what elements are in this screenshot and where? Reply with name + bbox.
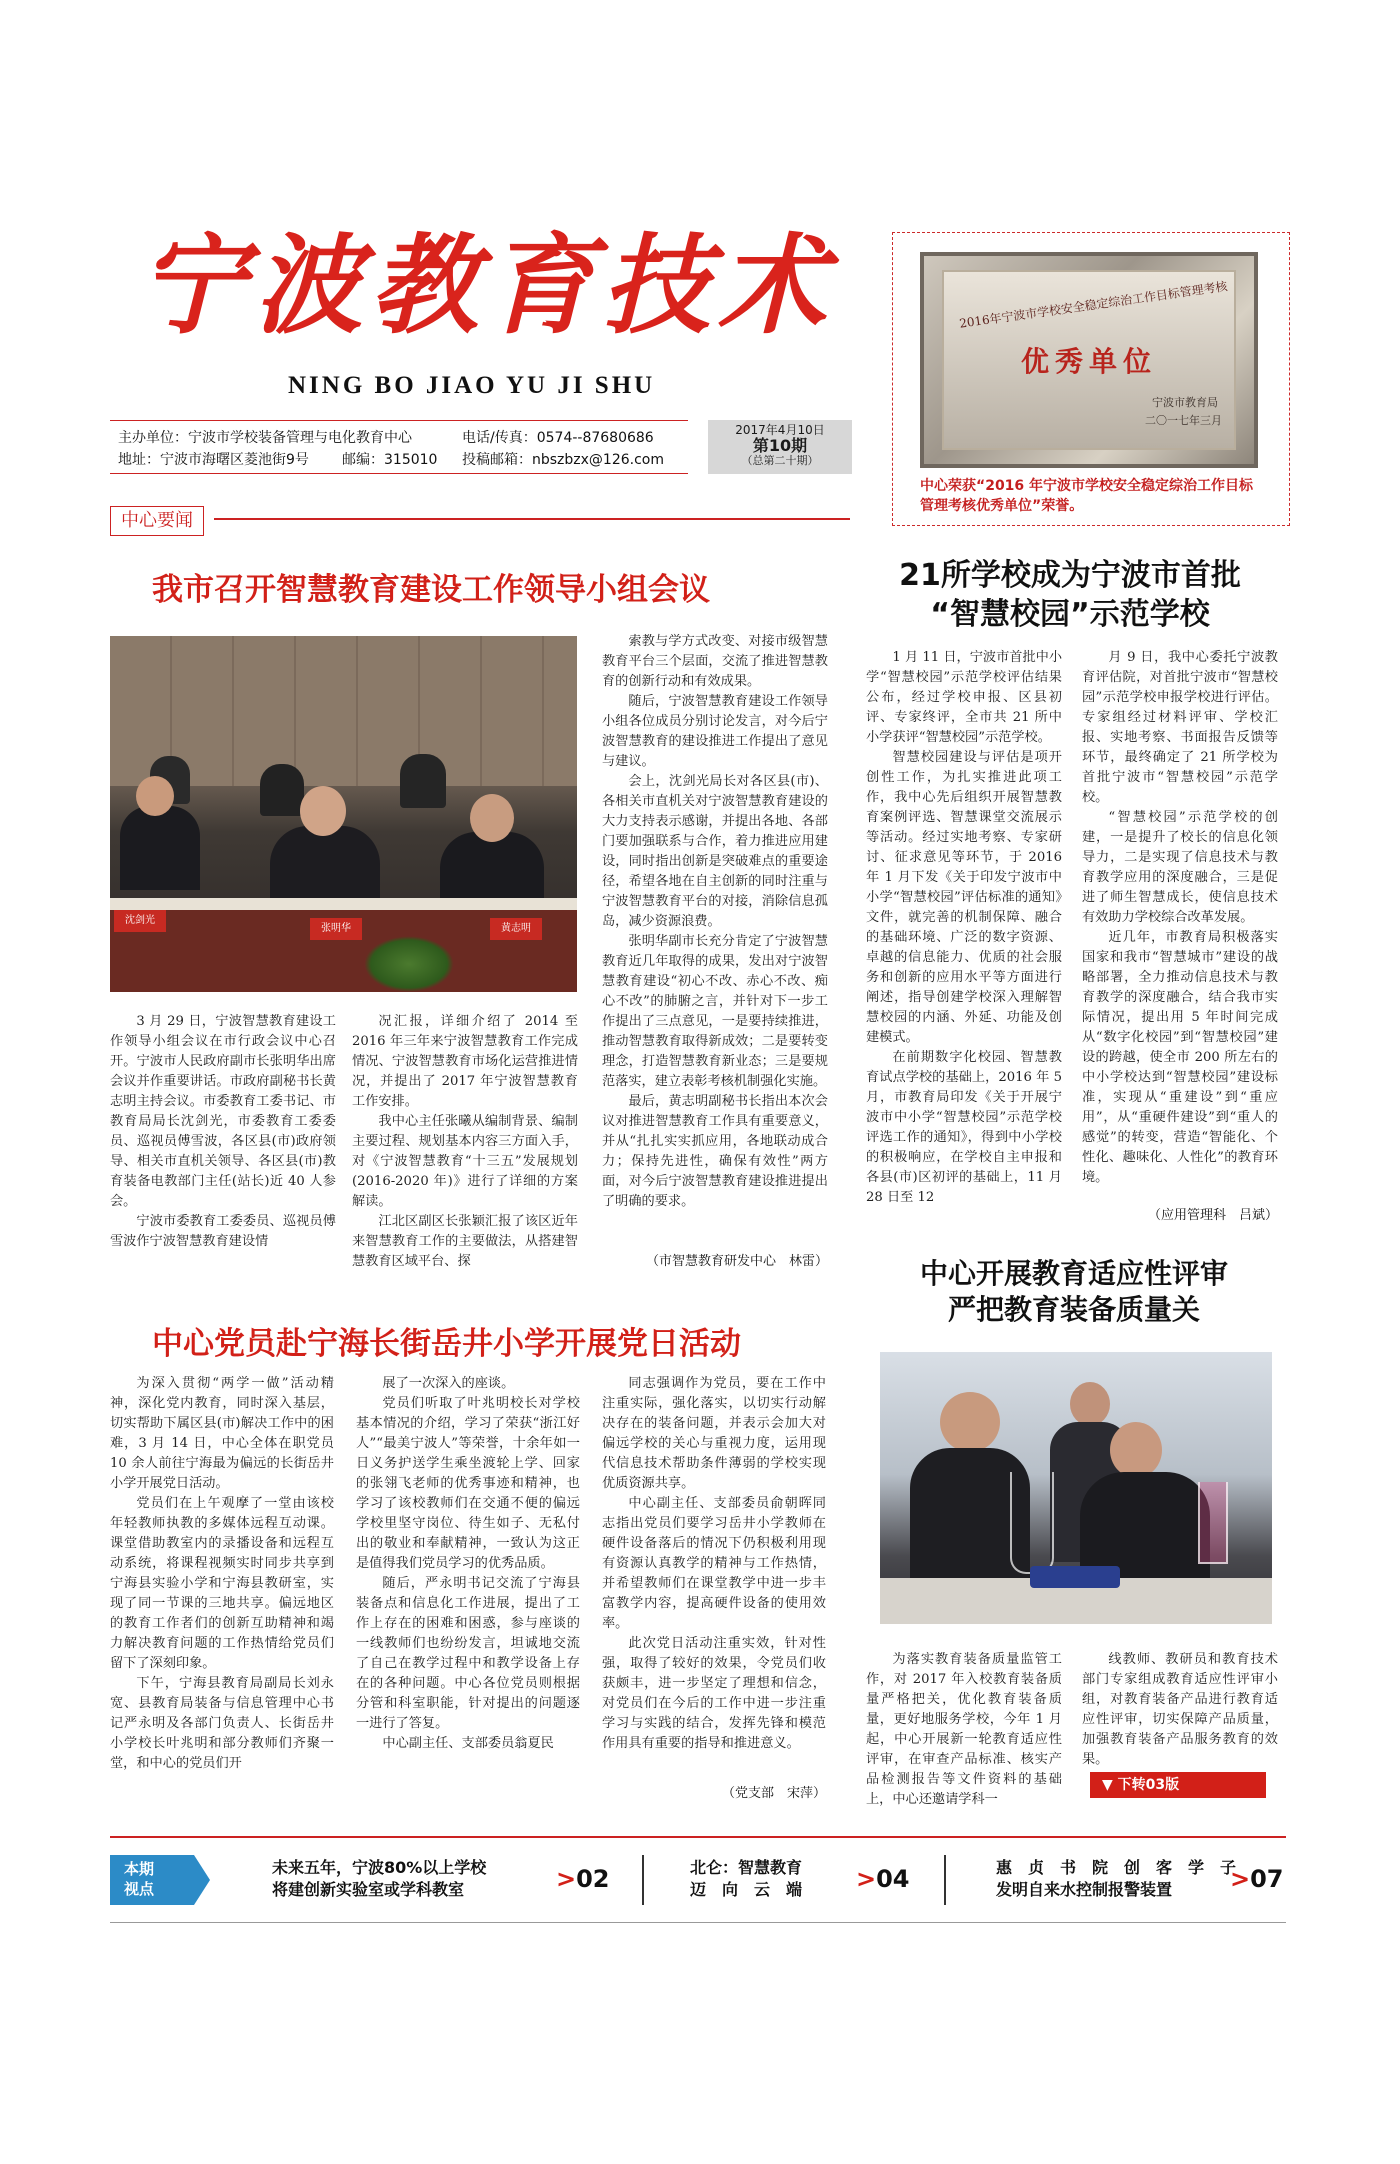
article1-col2: 况汇报，详细介绍了 2014 至 2016 年三年来宁波智慧教育工作完成情况、宁波智慧教育市场化运营推进情况，并提出了 2017 年宁波智慧教育工作安排。 我中心主任张曦从编制背景、编制主要过程、规划基本内容三方面入手，对《宁波智慧教育“十三五”发展规划(2016-2020 年)》进行了详细的方案解读。 江北区副区长张颖汇报了该区近年来智慧教育工作的主要做法，从搭建智慧教育区域平台、探: [352, 1014, 578, 1269]
article2-col2: 月 9 日，我中心委托宁波教育评估院，对首批宁波市“智慧校园”示范学校申报学校进行评估。专家组经过材料评审、学校汇报、实地考察、书面报告反馈等环节，最终确定了 21 所学校为首批宁波市“智慧校园”示范学校。 “智慧校园”示范学校的创建，一是提升了校长的信息化领导力，二是实现了信息技术与教育教学应用的深度融合，三是促进了师生智慧成长，使信息技术有效助力学校综合改革发展。 近几年，市教育局积极落实国家和我市“智慧城市”建设的战略部署，全力推动信息技术与教育教学的深度融合，结合我市实际情况，提出用 5 年时间完成从“数字化校园”到“智慧校园”建设的跨越，使全市 200 所左右的中小学校达到“智慧校园”建设标准，实现从“重建设”到“重应用”，从“重硬件建设”到“重人的感觉”的转变，营造“智能化、个性化、趣味化、人性化”的教育环境。: [1082, 650, 1278, 1185]
host-unit: 主办单位：宁波市学校装备管理与电化教育中心: [118, 430, 412, 446]
teaser-2-page[interactable]: >04: [856, 1865, 910, 1893]
article3-col1: 为深入贯彻“两学一做”活动精神，深化党内教育，同时深入基层，切实帮助下属区县(市)解决工作中的困难，3 月 14 日，中心全体在职党员 10 余人前往宁海最为偏远的长街岳井小学开展党日活动。 党员们在上午观摩了一堂由该校年轻教师执教的多媒体远程互动课。课堂借助教室内的录播设备和远程互动系统，将课程视频实时同步共享到宁海县实验小学和宁海县教研室，实现了同一节课的三地共享。偏远地区的教育工作者们的创新互助精神和竭力解决教育问题的工作热情给党员们留下了深刻印象。 下午，宁海县教育局副局长刘永宽、县教育局装备与信息管理中心书记严永明及各部门负责人、长街岳井小学校长叶兆明和部分教师们齐聚一堂，和中心的党员们开: [110, 1376, 334, 1771]
article4-col1: 为落实教育装备质量监管工作，对 2017 年入校教育装备质量严格把关，优化教育装备质量，更好地服务学校，今年 1 月起，中心开展新一轮教育适应性评审，在审查产品标准、核实产品检测报告等文件资料的基础上，中心还邀请学科一: [866, 1652, 1062, 1807]
award-plaque-photo: [920, 252, 1258, 468]
issue-date: 2017年4月10日: [735, 423, 825, 437]
article2-headline: 21所学校成为宁波市首批 “智慧校园”示范学校: [899, 558, 1241, 632]
masthead-title: 宁波教育技术: [138, 223, 835, 349]
article3-headline: 中心党员赴宁海长街岳井小学开展党日活动: [152, 1326, 741, 1362]
article2-col1: 1 月 11 日，宁波市首批中小学“智慧校园”示范学校评估结果公布，经过学校申报、区县初评、专家终评，全市共 21 所中小学获评“智慧校园”示范学校。 智慧校园建设与评估是项开创性工作，为扎实推进此项工作，我中心先后组织开展智慧教育案例评选、智慧课堂交流展示等活动。经过实地考察、专家研讨、征求意见等环节，于 2016 年 1 月下发《关于印发宁波市中小学“智慧校园”评估标准的通知》文件，就完善的机制保障、融合的基础环境、广泛的数字资源、卓越的信息能力、优质的社会服务和创新的应用水平等方面进行阐述，指导创建学校深入理解智慧校园的内涵、外延、功能及创建模式。 在前期数字化校园、智慧教育试点学校的基础上，2016 年 5 月，市教育局印发《关于开展宁波市中小学“智慧校园”示范学校评选工作的通知》，得到中小学校的积极响应，在学校自主申报和各县(市)区初评的基础上，11 月 28 日至 12: [866, 650, 1063, 1205]
publisher-info: [110, 420, 688, 474]
continue-link[interactable]: ▼ 下转03版: [1090, 1772, 1266, 1798]
article3-col3: 同志强调作为党员，要在工作中注重实际，强化落实，以切实行动解决存在的装备问题，并表示会加大对偏远学校的关心与重视力度，运用现代信息技术帮助条件薄弱的学校实现优质资源共享。 中心副主任、支部委员俞朝晖同志指出党员们要学习岳井小学教师在硬件设备落后的情况下仍积极利用现有资源认真教学的精神与工作热情，并希望教师们在课堂教学中进一步丰富教学内容，提高硬件设备的使用效率。 此次党日活动注重实效，针对性强，取得了较好的效果，令党员们收获颇丰，进一步坚定了理想和信念，对党员们在今后的工作中进一步注重学习与实践的结合，发挥先锋和模范作用具有重要的指导和推进意义。: [602, 1376, 826, 1751]
equipment-review-photo: [880, 1352, 1272, 1624]
teaser-2[interactable]: 北仑：智慧教育 迈 向 云 端: [690, 1858, 803, 1899]
postcode: 邮编：315010: [342, 452, 438, 468]
plaque-date: 二〇一七年三月: [1145, 414, 1222, 427]
submission-email[interactable]: 投稿邮箱：nbszbzx@126.com: [462, 452, 664, 468]
teaser-3[interactable]: 惠 贞 书 院 创 客 学 子 发明自来水控制报警装置: [996, 1858, 1237, 1899]
teaser-1[interactable]: 未来五年，宁波80%以上学校 将建创新实验室或学科教室: [272, 1858, 487, 1899]
address: 地址：宁波市海曙区菱池街9号: [118, 452, 309, 468]
plaque-org: 宁波市教育局: [1152, 396, 1218, 409]
plaque-line1: 2016年宁波市学校安全稳定综治工作目标管理考核: [958, 279, 1229, 331]
phone: 电话/传真：0574--87680686: [462, 430, 654, 446]
article3-col2: 展了一次深入的座谈。 党员们听取了叶兆明校长对学校基本情况的介绍，学习了荣获“浙江好人”“最美宁波人”等荣誉，十余年如一日义务护送学生乘坐渡轮上学、回家的张翎飞老师的优秀事迹和精神，也学习了该校教师们在交通不便的偏远学校里坚守岗位、待生如子、无私付出的敬业和奉献精神，一致认为这正是值得我们党员学习的优秀品质。 随后，严永明书记交流了宁海县装备点和信息化工作进展，提出了工作上存在的困难和困惑，参与座谈的一线教师们也纷纷发言，坦诚地交流了自己在教学过程中和教学设备上存在的各种问题。中心各位党员则根据分管和科室职能，针对提出的问题逐一进行了答复。 中心副主任、支部委员翁夏民: [356, 1376, 580, 1751]
article4-col2: 线教师、教研员和教育技术部门专家组成教育适应性评审小组，对教育装备产品进行教育适应性评审，切实保障产品质量，加强教育装备产品服务教育的效果。: [1082, 1652, 1278, 1767]
name-card: 张明华: [310, 918, 362, 940]
viewpoint-label: 本期 视点: [124, 1860, 155, 1898]
article1-byline: （市智慧教育研发中心 林雷）: [645, 1254, 828, 1269]
footer-teasers: [110, 1855, 1286, 1905]
article3-byline: （党支部 宋萍）: [721, 1786, 826, 1801]
award-caption: 中心荣获“2016 年宁波市学校安全稳定综治工作目标管理考核优秀单位”荣誉。: [920, 478, 1254, 514]
footer-bottom-rule: [110, 1922, 1286, 1923]
name-card: 黄志明: [490, 918, 542, 940]
total-issue: （总第二十期）: [741, 453, 819, 467]
name-card: 沈剑光: [114, 910, 166, 932]
footer-rule: [110, 1836, 1286, 1838]
article1-col1: 3 月 29 日，宁波智慧教育建设工作领导小组会议在市行政会议中心召开。宁波市人民政府副市长张明华出席会议并作重要讲话。市政府副秘书长黄志明主持会议。市委教育工委书记、市教育局局长沈剑光，市委教育工委委员、巡视员傅雪波，各区县(市)政府领导、相关市直机关领导、各区县(市)教育装备电教部门主任(站长)近 40 人参会。 宁波市委教育工委委员、巡视员傅雪波作宁波智慧教育建设情: [110, 1014, 336, 1249]
issue-number: 第10期: [752, 436, 808, 456]
article1-headline: 我市召开智慧教育建设工作领导小组会议: [152, 572, 710, 608]
meeting-photo: [110, 636, 577, 992]
plaque-main: 优秀单位: [1020, 345, 1157, 378]
issue-box: [708, 420, 852, 474]
article4-headline: 中心开展教育适应性评审 严把教育装备质量关: [919, 1257, 1228, 1327]
article2-byline: （应用管理科 吕斌）: [1147, 1208, 1278, 1223]
masthead-pinyin: NING BO JIAO YU JI SHU: [288, 372, 656, 399]
divider: [642, 1855, 644, 1905]
section-rule: [214, 518, 850, 520]
teaser-3-page[interactable]: >07: [1230, 1865, 1284, 1893]
divider: [944, 1855, 946, 1905]
article1-col3: 索教与学方式改变、对接市级智慧教育平台三个层面，交流了推进智慧教育的创新行动和有效成果。 随后，宁波智慧教育建设工作领导小组各位成员分别讨论发言，对今后宁波智慧教育的建设推进工作提出了意见与建议。 会上，沈剑光局长对各区县(市)、各相关市直机关对宁波智慧教育建设的大力支持表示感谢，并提出各地、各部门要加强联系与合作，着力推进应用建设，同时指出创新是突破难点的重要途径，希望各地在自主创新的同时注重与宁波智慧教育平台的对接，消除信息孤岛，减少资源浪费。 张明华副市长充分肯定了宁波智慧教育近几年取得的成果，发出对宁波智慧教育建设“初心不改、赤心不改、痴心不改”的肺腑之言，并针对下一步工作提出了三点意见，一是要持续推进，推动智慧教育取得新成效；二是要转变理念，打造智慧教育新业态；三是要规范落实，建立表彰考核机制强化实施。 最后，黄志明副秘书长指出本次会议对推进智慧教育工作具有重要意义，并从“扎扎实实抓应用，各地联动成合力；保持先进性，确保有效性”两方面，对今后宁波智慧教育建设推进提出了明确的要求。: [602, 634, 828, 1209]
teaser-1-page[interactable]: >02: [556, 1865, 610, 1893]
section-tag: 中心要闻: [110, 506, 204, 536]
